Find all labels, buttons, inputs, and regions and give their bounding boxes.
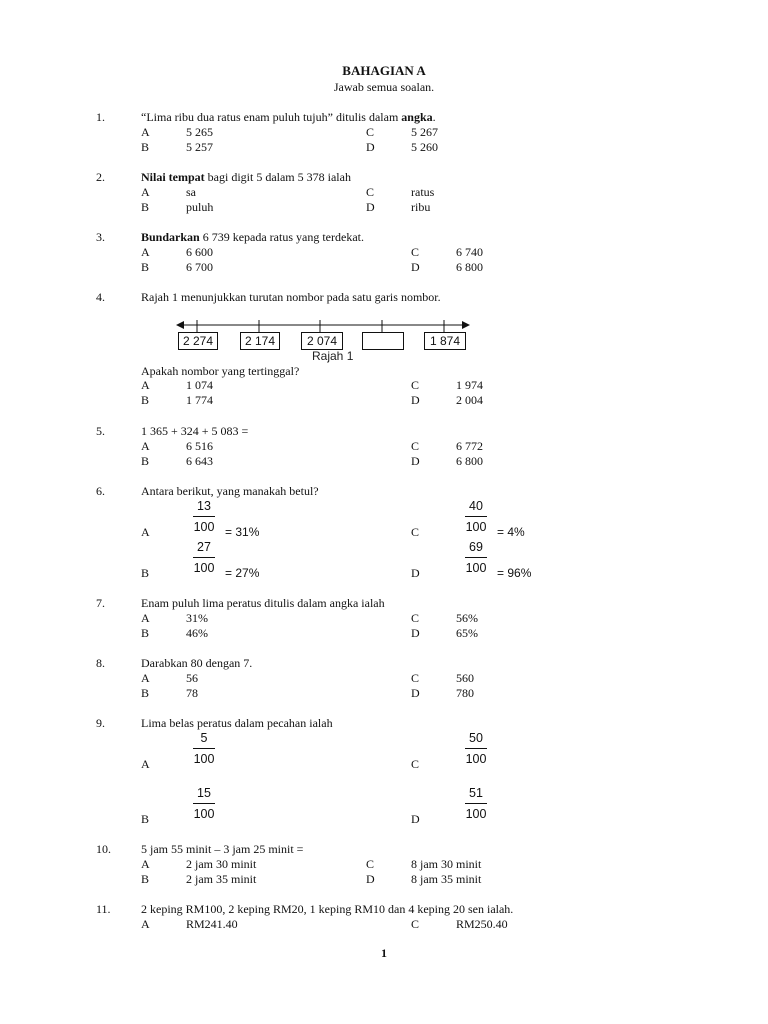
q8-option-c[interactable]: 560	[456, 671, 474, 685]
q5-number: 5.	[96, 424, 105, 438]
q10-number: 10.	[96, 842, 111, 856]
q10-option-d[interactable]: 8 jam 35 minit	[411, 872, 482, 886]
q6-letter-d: D	[411, 566, 420, 580]
q4-stem: Rajah 1 menunjukkan turutan nombor pada satu garis nombor.	[141, 290, 441, 304]
q7-letter-b: B	[141, 626, 150, 640]
number-line-box-2: 2 174	[240, 332, 280, 350]
number-line-blank-box[interactable]	[362, 332, 404, 350]
q1-letter-c: C	[366, 125, 375, 139]
q7-option-b[interactable]: 46%	[186, 626, 208, 640]
q10-letter-b: B	[141, 872, 150, 886]
q8-number: 8.	[96, 656, 105, 670]
number-line-right-arrow	[462, 321, 470, 329]
q9-option-d-fraction[interactable]: 51 100	[465, 786, 487, 821]
q11-letter-a: A	[141, 917, 150, 931]
q2-option-a[interactable]: sa	[186, 185, 196, 199]
q1-letter-a: A	[141, 125, 150, 139]
q6-letter-b: B	[141, 566, 150, 580]
q2-option-c[interactable]: ratus	[411, 185, 435, 199]
q6-option-a-value: = 31%	[225, 525, 260, 539]
q6-option-c-value: = 4%	[497, 525, 525, 539]
figure-label: Rajah 1	[312, 349, 354, 363]
q1-number: 1.	[96, 110, 105, 124]
q7-letter-a: A	[141, 611, 150, 625]
q8-letter-d: D	[411, 686, 420, 700]
q2-stem: Nilai tempat bagi digit 5 dalam 5 378 ialah	[141, 170, 351, 184]
q5-letter-d: D	[411, 454, 420, 468]
number-line-box-3: 2 074	[301, 332, 343, 350]
q3-option-d[interactable]: 6 800	[456, 260, 483, 274]
q11-option-a[interactable]: RM241.40	[186, 917, 238, 931]
q4-option-a[interactable]: 1 074	[186, 378, 213, 392]
q6-option-c-fraction[interactable]: 40 100	[465, 499, 487, 534]
q11-stem: 2 keping RM100, 2 keping RM20, 1 keping RM10 dan 4 keping 20 sen ialah.	[141, 902, 514, 916]
section-instruction: Jawab semua soalan.	[333, 80, 435, 94]
page-number: 1	[381, 946, 387, 960]
q9-letter-a: A	[141, 757, 150, 771]
q7-option-d[interactable]: 65%	[456, 626, 478, 640]
q7-stem: Enam puluh lima peratus ditulis dalam angka ialah	[141, 596, 385, 610]
q6-option-d-value: = 96%	[497, 566, 532, 580]
q9-option-b-fraction[interactable]: 15 100	[193, 786, 215, 821]
q2-letter-c: C	[366, 185, 375, 199]
q9-number: 9.	[96, 716, 105, 730]
q3-option-b[interactable]: 6 700	[186, 260, 213, 274]
q2-number: 2.	[96, 170, 105, 184]
q5-option-d[interactable]: 6 800	[456, 454, 483, 468]
q3-letter-c: C	[411, 245, 420, 259]
q3-option-c[interactable]: 6 740	[456, 245, 483, 259]
q6-letter-c: C	[411, 525, 420, 539]
q4-option-b[interactable]: 1 774	[186, 393, 213, 407]
q10-letter-c: C	[366, 857, 375, 871]
q1-letter-d: D	[366, 140, 375, 154]
q2-option-b[interactable]: puluh	[186, 200, 214, 214]
q6-option-a-fraction[interactable]: 13 100	[193, 499, 215, 534]
q2-option-d[interactable]: ribu	[411, 200, 431, 214]
q4-letter-c: C	[411, 378, 420, 392]
q2-letter-d: D	[366, 200, 375, 214]
q7-number: 7.	[96, 596, 105, 610]
number-line-box-5: 1 874	[424, 332, 466, 350]
q4-letter-a: A	[141, 378, 150, 392]
q4-option-d[interactable]: 2 004	[456, 393, 483, 407]
q7-option-a[interactable]: 31%	[186, 611, 208, 625]
q3-letter-d: D	[411, 260, 420, 274]
q4-number: 4.	[96, 290, 105, 304]
q10-option-c[interactable]: 8 jam 30 minit	[411, 857, 482, 871]
q4-option-c[interactable]: 1 974	[456, 378, 483, 392]
q6-letter-a: A	[141, 525, 150, 539]
q9-letter-c: C	[411, 757, 420, 771]
q9-option-c-fraction[interactable]: 50 100	[465, 731, 487, 766]
q8-stem: Darabkan 80 dengan 7.	[141, 656, 253, 670]
q5-option-b[interactable]: 6 643	[186, 454, 213, 468]
q8-letter-b: B	[141, 686, 150, 700]
q4-letter-b: B	[141, 393, 150, 407]
q4-letter-d: D	[411, 393, 420, 407]
q7-letter-c: C	[411, 611, 420, 625]
q7-option-c[interactable]: 56%	[456, 611, 478, 625]
q6-stem: Antara berikut, yang manakah betul?	[141, 484, 319, 498]
q7-letter-d: D	[411, 626, 420, 640]
q9-letter-d: D	[411, 812, 420, 826]
q1-option-a[interactable]: 5 265	[186, 125, 213, 139]
q6-number: 6.	[96, 484, 105, 498]
q11-option-c[interactable]: RM250.40	[456, 917, 508, 931]
q1-option-b[interactable]: 5 257	[186, 140, 213, 154]
q3-number: 3.	[96, 230, 105, 244]
q6-option-b-value: = 27%	[225, 566, 260, 580]
q8-option-b[interactable]: 78	[186, 686, 198, 700]
q8-option-a[interactable]: 56	[186, 671, 198, 685]
q2-letter-b: B	[141, 200, 150, 214]
q5-letter-a: A	[141, 439, 150, 453]
q5-option-a[interactable]: 6 516	[186, 439, 213, 453]
q11-number: 11.	[96, 902, 111, 916]
q3-letter-a: A	[141, 245, 150, 259]
q9-option-a-fraction[interactable]: 5 100	[193, 731, 215, 766]
q3-option-a[interactable]: 6 600	[186, 245, 213, 259]
q1-option-d[interactable]: 5 260	[411, 140, 438, 154]
q10-stem: 5 jam 55 minit – 3 jam 25 minit =	[141, 842, 304, 856]
number-line-box-1: 2 274	[178, 332, 218, 350]
q8-option-d[interactable]: 780	[456, 686, 474, 700]
q9-stem: Lima belas peratus dalam pecahan ialah	[141, 716, 333, 730]
q8-letter-c: C	[411, 671, 420, 685]
q10-letter-a: A	[141, 857, 150, 871]
q2-letter-a: A	[141, 185, 150, 199]
q8-letter-a: A	[141, 671, 150, 685]
q11-letter-c: C	[411, 917, 420, 931]
q5-stem: 1 365 + 324 + 5 083 =	[141, 424, 249, 438]
q3-letter-b: B	[141, 260, 150, 274]
q9-letter-b: B	[141, 812, 150, 826]
q3-stem: Bundarkan 6 739 kepada ratus yang terdekat.	[141, 230, 364, 244]
q1-option-c[interactable]: 5 267	[411, 125, 438, 139]
q10-option-a[interactable]: 2 jam 30 minit	[186, 857, 257, 871]
q6-option-b-fraction[interactable]: 27 100	[193, 540, 215, 575]
q5-letter-c: C	[411, 439, 420, 453]
q10-letter-d: D	[366, 872, 375, 886]
q4-question: Apakah nombor yang tertinggal?	[141, 364, 300, 378]
q5-letter-b: B	[141, 454, 150, 468]
section-title: BAHAGIAN A	[342, 63, 426, 78]
q6-option-d-fraction[interactable]: 69 100	[465, 540, 487, 575]
q1-stem: “Lima ribu dua ratus enam puluh tujuh” ditulis dalam angka.	[141, 110, 436, 124]
number-line-left-arrow	[176, 321, 184, 329]
q5-option-c[interactable]: 6 772	[456, 439, 483, 453]
q10-option-b[interactable]: 2 jam 35 minit	[186, 872, 257, 886]
q1-letter-b: B	[141, 140, 150, 154]
